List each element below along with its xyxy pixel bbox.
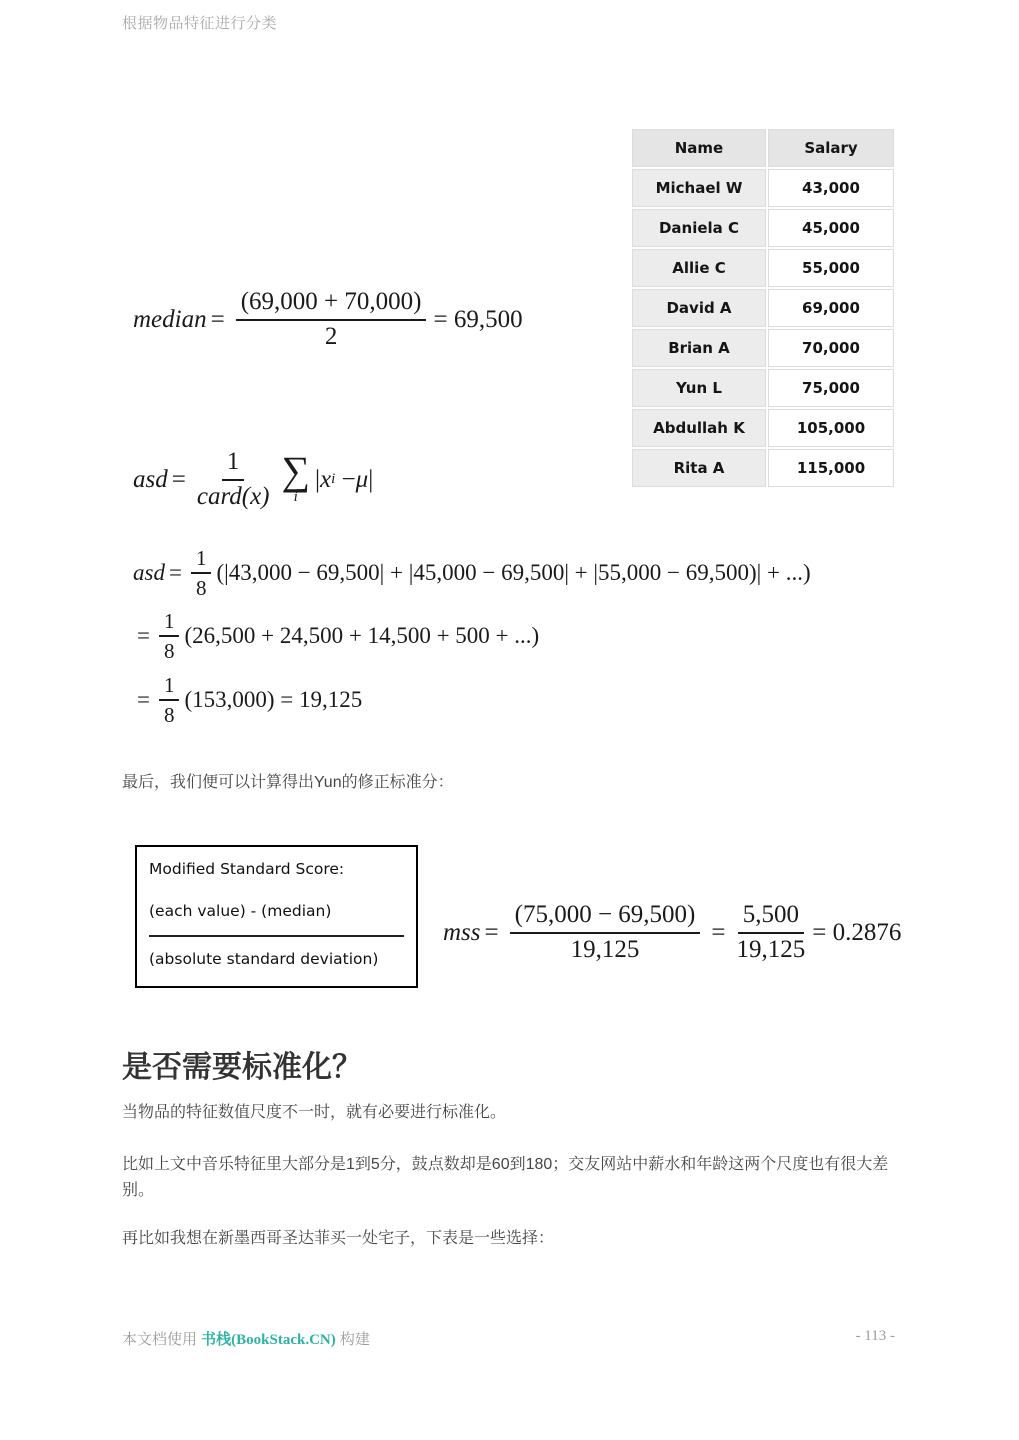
fraction-numerator: 1 bbox=[159, 673, 180, 701]
table-cell-name: Michael W bbox=[632, 169, 766, 207]
fraction-denominator: card(x) bbox=[196, 482, 270, 510]
table-cell-name: Allie C bbox=[632, 249, 766, 287]
fraction bbox=[159, 673, 180, 727]
table-row bbox=[632, 209, 894, 247]
fraction-denominator: 19,125 bbox=[736, 935, 806, 963]
asd-calculation-block bbox=[133, 546, 811, 727]
table-cell-salary: 69,000 bbox=[768, 289, 894, 327]
table-cell-name: David A bbox=[632, 289, 766, 327]
fraction-numerator: 1 bbox=[191, 546, 212, 574]
asd-calc-line-2 bbox=[133, 609, 811, 663]
fraction-denominator: 19,125 bbox=[570, 935, 640, 963]
formula-lhs: asd bbox=[133, 560, 165, 586]
formula-lhs: mss bbox=[443, 918, 481, 946]
table-row bbox=[632, 369, 894, 407]
table-cell-name: Rita A bbox=[632, 449, 766, 487]
table-cell-name: Daniela C bbox=[632, 209, 766, 247]
section-heading: 是否需要标准化？ bbox=[122, 1051, 362, 1084]
formula-body: (153,000) = 19,125 bbox=[184, 686, 363, 712]
table-row bbox=[632, 409, 894, 447]
fraction bbox=[510, 901, 701, 965]
table-cell-salary: 43,000 bbox=[768, 169, 894, 207]
fraction-denominator: 8 bbox=[163, 702, 175, 727]
footer-suffix: 构建 bbox=[335, 1331, 370, 1348]
table-cell-salary: 105,000 bbox=[768, 409, 894, 447]
bookstack-brand-link[interactable]: 书栈(BookStack.CN) bbox=[201, 1332, 336, 1348]
formula-result: = 69,500 bbox=[433, 305, 523, 333]
asd-calc-line-3 bbox=[133, 673, 811, 727]
table-cell-salary: 115,000 bbox=[768, 449, 894, 487]
formula-body: (26,500 + 24,500 + 14,500 + 500 + ...) bbox=[184, 623, 540, 649]
formula-body: (|43,000 − 69,500| + |45,000 − 69,500| + |55,000 − 69,500)| + ...) bbox=[216, 560, 811, 586]
column-header-name: Name bbox=[632, 129, 766, 167]
table-row bbox=[632, 329, 894, 367]
mss-formula bbox=[443, 901, 901, 965]
fraction bbox=[736, 901, 805, 965]
fraction bbox=[236, 288, 427, 352]
table-row bbox=[632, 169, 894, 207]
table-header-row bbox=[632, 129, 894, 167]
equals-sign: = bbox=[171, 465, 186, 493]
paragraph-1: 当物品的特征数值尺度不一时，就有必要进行标准化。 bbox=[122, 1104, 507, 1121]
score-box-title: Modified Standard Score: bbox=[149, 860, 345, 878]
equals-sign: = bbox=[711, 918, 726, 946]
sigma-index: i bbox=[293, 489, 298, 506]
fraction-numerator: 1 bbox=[159, 609, 180, 637]
asd-calc-line-1 bbox=[133, 546, 811, 600]
equals-sign: = bbox=[137, 686, 150, 712]
paragraph-2: 比如上文中音乐特征里大部分是1到5分，鼓点数却是60到180；交友网站中薪水和年龄这两个尺度也有很大差别。 bbox=[122, 1156, 889, 1199]
fraction-denominator: 8 bbox=[163, 639, 175, 664]
table-cell-salary: 45,000 bbox=[768, 209, 894, 247]
table-cell-salary: 75,000 bbox=[768, 369, 894, 407]
fraction-numerator: 1 bbox=[222, 448, 245, 481]
paragraph-3: 再比如我想在新墨西哥圣达菲买一处宅子，下表是一些选择： bbox=[122, 1230, 555, 1247]
table-cell-name: Brian A bbox=[632, 329, 766, 367]
equals-sign: = bbox=[168, 560, 182, 586]
score-box-divider-line bbox=[149, 935, 404, 937]
footer-attribution bbox=[122, 1328, 370, 1349]
abs-bar-open: | bbox=[315, 465, 321, 493]
summation-symbol bbox=[281, 448, 311, 506]
table-row bbox=[632, 289, 894, 327]
formula-lhs: median bbox=[133, 305, 207, 333]
table-row bbox=[632, 449, 894, 487]
asd-definition-formula bbox=[133, 448, 373, 512]
variable-mu: μ bbox=[355, 465, 369, 493]
table-row bbox=[632, 249, 894, 287]
equals-sign: = bbox=[137, 623, 150, 649]
fraction-numerator: 5,500 bbox=[738, 901, 804, 934]
fraction bbox=[191, 546, 212, 600]
column-header-salary: Salary bbox=[768, 129, 894, 167]
fraction-numerator: (69,000 + 70,000) bbox=[236, 288, 427, 321]
score-box-numerator: (each value) - (median) bbox=[149, 902, 332, 920]
sigma-glyph: ∑ bbox=[281, 448, 311, 494]
footer-prefix: 本文档使用 bbox=[122, 1331, 202, 1348]
doc-header-title: 根据物品特征进行分类 bbox=[122, 15, 278, 32]
median-formula bbox=[133, 288, 523, 352]
fraction bbox=[197, 448, 270, 512]
variable-x-index: i bbox=[331, 471, 336, 488]
variable-x: x bbox=[320, 465, 332, 493]
modified-standard-score-box bbox=[135, 845, 418, 988]
page-number: - 113 - bbox=[855, 1328, 895, 1344]
equals-sign: = bbox=[210, 305, 225, 333]
intro-paragraph: 最后，我们便可以计算得出Yun的修正标准分： bbox=[122, 774, 454, 791]
score-box-denominator: (absolute standard deviation) bbox=[149, 950, 379, 968]
minus-sign: − bbox=[341, 465, 356, 493]
table-cell-salary: 55,000 bbox=[768, 249, 894, 287]
abs-bar-close: | bbox=[368, 465, 374, 493]
fraction-numerator: (75,000 − 69,500) bbox=[510, 901, 701, 934]
salary-table bbox=[630, 127, 896, 489]
table-cell-salary: 70,000 bbox=[768, 329, 894, 367]
equals-sign: = bbox=[484, 918, 499, 946]
fraction-denominator: 2 bbox=[324, 322, 338, 350]
table-cell-name: Yun L bbox=[632, 369, 766, 407]
formula-lhs: asd bbox=[133, 465, 168, 493]
fraction-denominator: 8 bbox=[195, 576, 207, 601]
formula-result: = 0.2876 bbox=[812, 918, 902, 946]
fraction bbox=[159, 609, 180, 663]
table-cell-name: Abdullah K bbox=[632, 409, 766, 447]
